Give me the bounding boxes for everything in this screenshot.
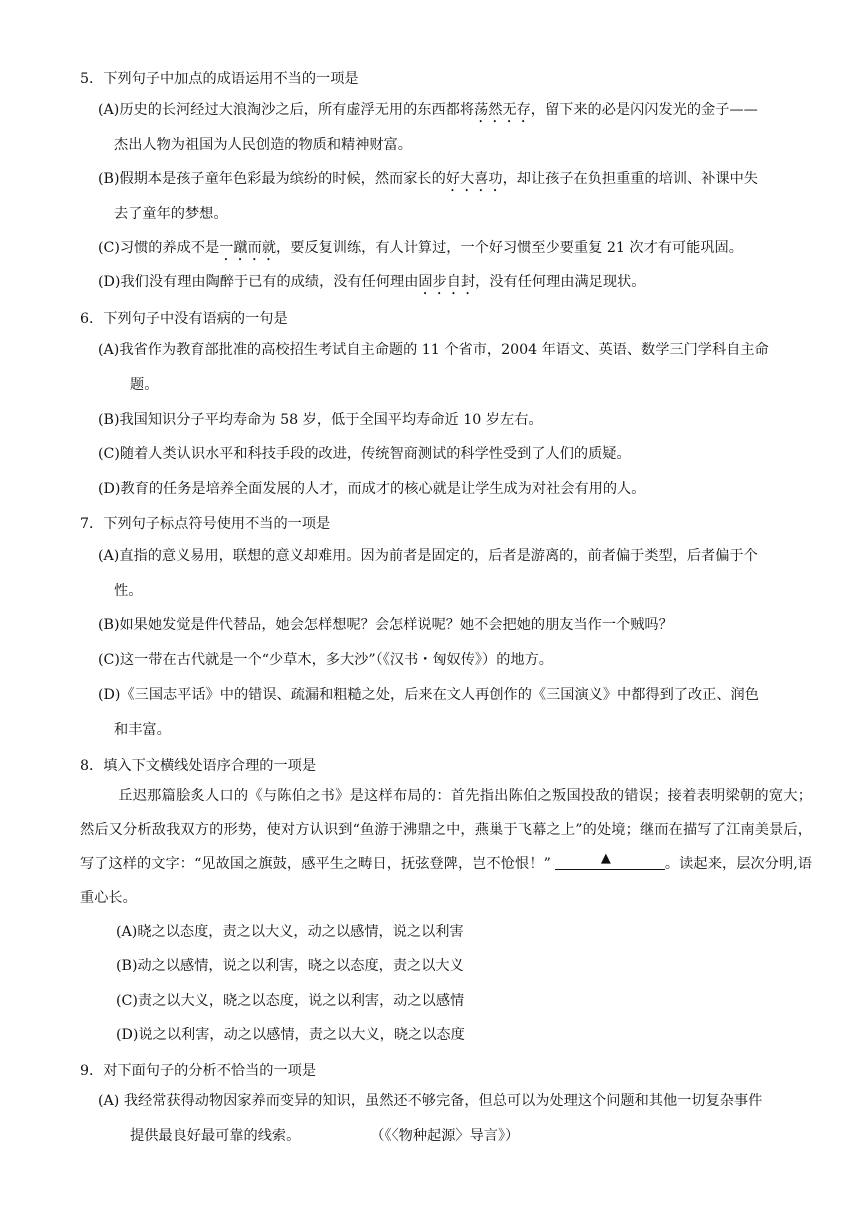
source-citation: （《〈物种起源〉导言》）	[370, 1127, 520, 1144]
question-8-passage	[80, 779, 812, 915]
option-a-text: (A)直指的意义易用，联想的意义却难用。因为前者是固定的，后者是游离的，前者偏于类型，后者偏于个	[98, 548, 758, 564]
question-7-option-a	[98, 539, 812, 608]
passage-text: 丘迟那篇脍炙人口的《与陈伯之书》是这样布局的：首先指出陈伯之叛国投敌的错误；接着表明梁朝的宽大；然后又分析敌我双方的形势，使对方认识到“鱼游于沸鼎之中，燕巢于飞幕之上”的处境；继而在描写了江南美景后，写了这样的文字：“见故国之旗鼓，感平生之畴日，抚弦登陴，岂不怆恨！”	[80, 788, 812, 872]
option-d-text-post: ，没有任何理由满足现状。	[475, 274, 646, 290]
triangle-marker: ▲	[600, 851, 611, 866]
option-b-text-post: ，却让孩子在负担重重的培训、补课中失	[502, 171, 758, 187]
dotted-idiom: 一蹴而就	[219, 240, 277, 256]
option-a-text: (A)我省作为教育部批准的高校招生考试自主命题的 11 个省市，2004 年语文、英语、数学三门学科自主命	[98, 342, 769, 358]
question-5-stem: 5．下列句子中加点的成语运用不当的一项是	[80, 71, 359, 87]
question-6-option-d: (D)教育的任务是培养全面发展的人才，而成才的核心就是让学生成为对社会有用的人。	[98, 481, 646, 497]
question-5-option-a	[98, 93, 812, 162]
question-7-stem: 7．下列句子标点符号使用不当的一项是	[80, 516, 331, 532]
option-a-continuation: 杰出人物为祖国为人民创造的物质和精神财富。	[114, 136, 412, 153]
question-8-option-a: (A)晓之以态度，责之以大义，动之以感情，说之以利害	[116, 924, 464, 940]
question-8-option-d: (D)说之以利害，动之以感情，责之以大义，晓之以态度	[116, 1027, 465, 1043]
option-a-continuation-text: 提供最良好最可靠的线索。	[130, 1127, 301, 1144]
option-a-continuation: 题。	[130, 376, 159, 393]
option-a-text-post: ，留下来的必是闪闪发光的金子——	[530, 102, 758, 118]
question-8-stem: 8．填入下文横线处语序合理的一项是	[80, 758, 317, 774]
option-d-text-pre: (D)我们没有理由陶醉于已有的成绩，没有任何理由	[98, 274, 419, 290]
dotted-idiom: 好大喜功	[445, 171, 503, 187]
passage-end: 。读起来，层次分明,语重心长。	[80, 856, 813, 906]
question-6-option-c: (C)随着人类认识水平和科技手段的改进，传统智商测试的科学性受到了人们的质疑。	[98, 446, 631, 462]
question-5-option-b	[98, 162, 812, 231]
question-5-option-d	[98, 265, 812, 300]
option-a-text: (A) 我经常获得动物因家养而变异的知识，虽然还不够完备，但总可以为处理这个问题和其他一切复杂事件	[98, 1093, 763, 1109]
question-9-stem: 9．对下面句子的分析不恰当的一项是	[80, 1063, 317, 1079]
option-a-continuation	[98, 1119, 812, 1154]
option-d-text: (D)《三国志平话》中的错误、疏漏和粗糙之处，后来在文人再创作的《三国演义》中都得到了改正、润色	[98, 687, 759, 703]
question-6-stem: 6．下列句子中没有语病的一句是	[80, 311, 288, 327]
question-8-option-b: (B)动之以感情，说之以利害，晓之以态度，责之以大义	[116, 958, 464, 974]
option-b-continuation: 去了童年的梦想。	[114, 205, 228, 222]
question-7-option-c: (C)这一带在古代就是一个“少草木，多大沙”（《汉书・匈奴传》）的地方。	[98, 652, 553, 668]
option-c-text-pre: (C)习惯的养成不是	[98, 240, 220, 256]
dotted-idiom: 荡然无存	[474, 102, 531, 118]
option-c-text-post: ，要反复训练，有人计算过，一个好习惯至少要重复 21 次才有可能巩固。	[276, 240, 743, 256]
option-a-text-pre: (A)历史的长河经过大浪淘沙之后，所有虚浮无用的东西都将	[98, 102, 475, 118]
option-b-text-pre: (B)假期本是孩子童年色彩最为缤纷的时候，然而家长的	[98, 171, 446, 187]
dotted-idiom: 固步自封	[418, 274, 476, 290]
question-6-option-a	[98, 333, 812, 402]
question-7-option-d	[98, 678, 812, 747]
question-8-option-c: (C)责之以大义，晓之以态度，说之以利害，动之以感情	[116, 993, 465, 1009]
question-9-option-a	[98, 1084, 812, 1153]
question-5-option-c	[98, 231, 812, 266]
answer-blank	[555, 853, 665, 870]
question-7-option-b: (B)如果她发觉是件代替品，她会怎样想呢？会怎样说呢？她不会把她的朋友当作一个贼吗？	[98, 617, 673, 633]
option-a-continuation: 性。	[114, 582, 143, 599]
option-d-continuation: 和丰富。	[114, 721, 171, 738]
question-6-option-b: (B)我国知识分子平均寿命为 58 岁，低于全国平均寿命近 10 岁左右。	[98, 412, 543, 428]
